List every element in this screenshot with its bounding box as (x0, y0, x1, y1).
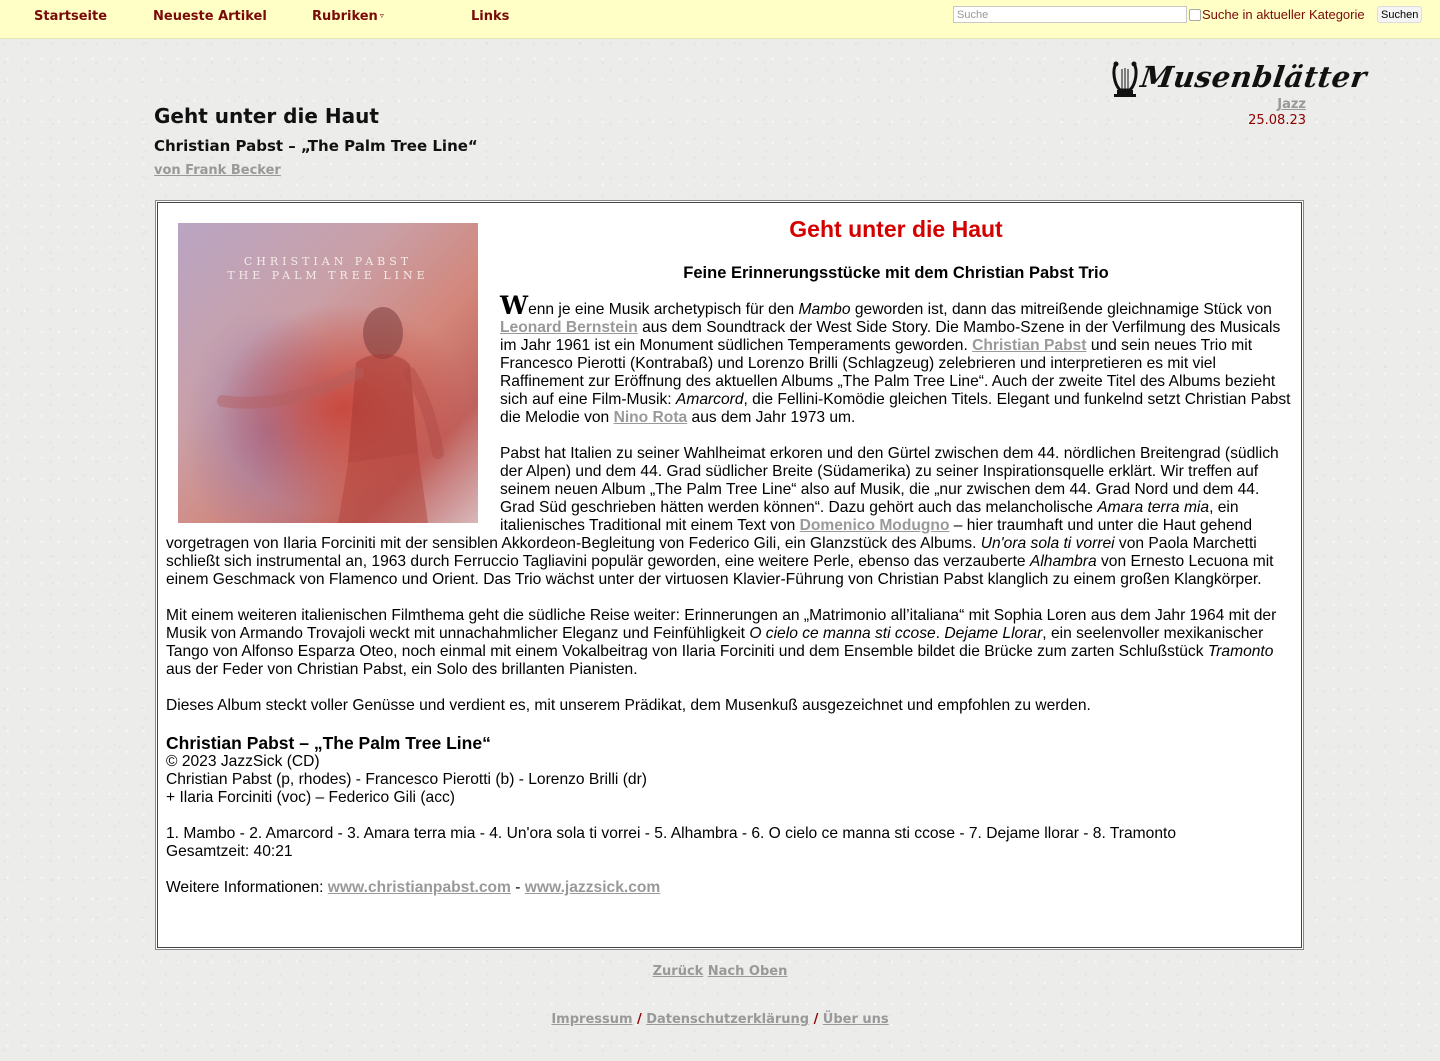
text: Mit einem weiteren italienischen Filmthema geht die südliche Reise weiter: Erinnerungen an „Matrimonio all’italiana“ mit Sophia Loren aus dem Jahr 1964 mit der Musik von Armando Trovajoli weckt mit unnachahmlicher Eleganz und Feinfühligkeit (166, 607, 1277, 642)
article-body (166, 212, 1292, 897)
text: von Ernesto Lecuona mit einem Geschmack von Flamenco und Orient. Das Trio wächst unter der virtuosen Klavier-Führung von Christian Pabst klanglich zu einem großen Klangkörper. (166, 553, 1274, 588)
italic-title: Tramonto (1207, 643, 1274, 660)
footer-separator: / (637, 1012, 642, 1027)
article-heading: Geht unter die Haut (789, 216, 1003, 242)
link-domenico-modugno[interactable]: Domenico Modugno (799, 517, 950, 534)
article-container (155, 200, 1304, 950)
search-button[interactable]: Suchen (1377, 6, 1422, 23)
text: aus dem Soundtrack der West Side Story. Die Mambo-Szene in der Verfilmung des Musicals im Jahr 1961 ist ein Monument südlichen Temperaments geworden. (500, 319, 1281, 354)
credits-label: © 2023 JazzSick (CD) (166, 753, 320, 770)
text: Pabst hat Italien zu seiner Wahlheimat erkoren und den Gürtel zwischen dem 44. nördlichen Breitengrad (südlich der Alpen) und dem 44. Grad südlicher Breite (Südamerika) zu seiner Inspirationsquelle erklärt. Wir treffen auf seinem neuen Album „The Palm Tree Line“ also auf Musik, die „nur zwischen dem 44. Grad Nord und dem 44. Grad Süd geschrieben hätten werden können“. Dazu gehört auch das melancholische (500, 445, 1279, 516)
text: aus der Feder von Christian Pabst, ein Solo des brillanten Pianisten. (166, 661, 638, 678)
italic-title: O cielo ce manna sti ccose (749, 625, 936, 642)
text: . (935, 625, 945, 642)
search-input[interactable] (953, 6, 1187, 23)
footer-separator: / (813, 1012, 819, 1027)
drop-cap: W (500, 291, 529, 320)
link-christianpabst-com[interactable]: www.christianpabst.com (327, 879, 511, 896)
privacy-link[interactable]: Datenschutzerklärung (646, 1012, 810, 1027)
cover-album-text: THE PALM TREE LINE (227, 269, 429, 282)
album-cover-image (178, 223, 478, 523)
footer (0, 1010, 1440, 1028)
cover-artist-text: CHRISTIAN PABST (243, 255, 413, 268)
nav-latest-articles-link[interactable]: Neueste Artikel (153, 9, 267, 24)
link-leonard-bernstein[interactable]: Leonard Bernstein (500, 319, 638, 336)
italic-title: Mambo (798, 301, 851, 318)
category-scope-label: Suche in aktueller Kategorie (1202, 7, 1365, 22)
more-info-label: Weitere Informationen: (166, 879, 328, 896)
total-time: Gesamtzeit: 40:21 (166, 843, 293, 860)
text: , ein seelenvoller mexikanischer Tango von Alfonso Esparza Oteo, noch einmal mit einem Vokalbeitrag von Ilaria Forciniti und dem Ensemble bildet die Brücke zum zarten Schlußstück (166, 625, 1264, 660)
bottom-navigation (0, 962, 1440, 980)
text: geworden ist, dann das mitreißende gleichnamige Stück von (850, 301, 1272, 318)
back-to-top-link[interactable]: Nach Oben (707, 964, 788, 979)
site-logo[interactable] (1111, 60, 1370, 98)
article-paragraph-3 (166, 607, 1292, 679)
back-link[interactable]: Zurück (652, 964, 704, 979)
text: enn je eine Musik archetypisch für den (528, 301, 799, 318)
credits-band: Christian Pabst (p, rhodes) - Francesco Pierotti (b) - Lorenzo Brilli (dr) (166, 771, 647, 788)
nav-sections-label: Rubriken (312, 9, 378, 24)
italic-title: Alhambra (1029, 553, 1097, 570)
logo-wordmark: Musenblätter (1138, 60, 1370, 94)
page-subtitle: Christian Pabst – „The Palm Tree Line“ (154, 137, 478, 155)
text: und sein neues Trio mit Francesco Pierotti (Kontrabaß) und Lorenzo Brilli (Schlagzeug) zelebrieren und interpretieren es mit viel Raffinement zur Eröffnung des aktuellen Albums „The Palm Tree Line“. Auch der zweite Titel des Albums bezieht sich auf eine Film-Musik: (500, 337, 1276, 408)
more-info (166, 879, 1292, 897)
author-link[interactable]: von Frank Becker (154, 163, 281, 178)
page-title: Geht unter die Haut (154, 104, 379, 128)
nav-sections-dropdown[interactable] (312, 9, 384, 24)
article-date: 25.08.23 (1248, 113, 1306, 128)
text: aus dem Jahr 1973 um. (687, 409, 856, 426)
italic-title: Amara terra mia (1097, 499, 1210, 516)
text: , ein italienisches Traditional mit einem Text von (500, 499, 1239, 534)
imprint-link[interactable]: Impressum (551, 1012, 633, 1027)
chevron-down-icon: ▿ (379, 11, 384, 20)
italic-title: Dejame Llorar (944, 625, 1043, 642)
link-separator: - (510, 879, 525, 896)
category-scope-checkbox[interactable] (1189, 9, 1201, 21)
album-credits (166, 733, 1292, 897)
credits-title: Christian Pabst – „The Palm Tree Line“ (166, 733, 491, 753)
link-christian-pabst[interactable]: Christian Pabst (972, 337, 1087, 354)
top-navigation-bar (0, 0, 1440, 39)
lyre-icon (1111, 60, 1139, 98)
text: , die Fellini-Komödie gleichen Titels. Elegant und funkelnd setzt Christian Pabst die Melodie von (500, 391, 1291, 426)
article-subheading: Feine Erinnerungsstücke mit dem Christian Pabst Trio (683, 264, 1109, 282)
italic-title: Amarcord (675, 391, 744, 408)
italic-title: Un'ora sola ti vorrei (980, 535, 1115, 552)
text: von Paola Marchetti schließt sich instrumental an, 1963 durch Ferruccio Tagliavini populär geworden, eine weitere Perle, ebenso das verzauberte (166, 535, 1257, 570)
link-nino-rota[interactable]: Nino Rota (613, 409, 688, 426)
nav-home-link[interactable]: Startseite (34, 9, 108, 24)
nav-links-link[interactable]: Links (471, 9, 510, 24)
about-link[interactable]: Über uns (822, 1012, 889, 1027)
credits-guests: + Ilaria Forciniti (voc) – Federico Gili (acc) (166, 789, 455, 806)
text: – hier traumhaft und unter die Haut gehend vorgetragen von Ilaria Forciniti mit der sensiblen Akkordeon-Begleitung von Federico Gili, ein Glanzstück des Albums. (166, 517, 1253, 552)
article-paragraph-4: Dieses Album steckt voller Genüsse und verdient es, mit unserem Prädikat, dem Musenkuß ausgezeichnet und empfohlen zu werden. (166, 697, 1091, 714)
category-link[interactable]: Jazz (1277, 97, 1306, 112)
tracklist: 1. Mambo - 2. Amarcord - 3. Amara terra mia - 4. Un'ora sola ti vorrei - 5. Alhambra - 6. O cielo ce manna sti ccose - 7. Dejame llorar - 8. Tramonto (166, 825, 1177, 842)
link-jazzsick-com[interactable]: www.jazzsick.com (524, 879, 661, 896)
